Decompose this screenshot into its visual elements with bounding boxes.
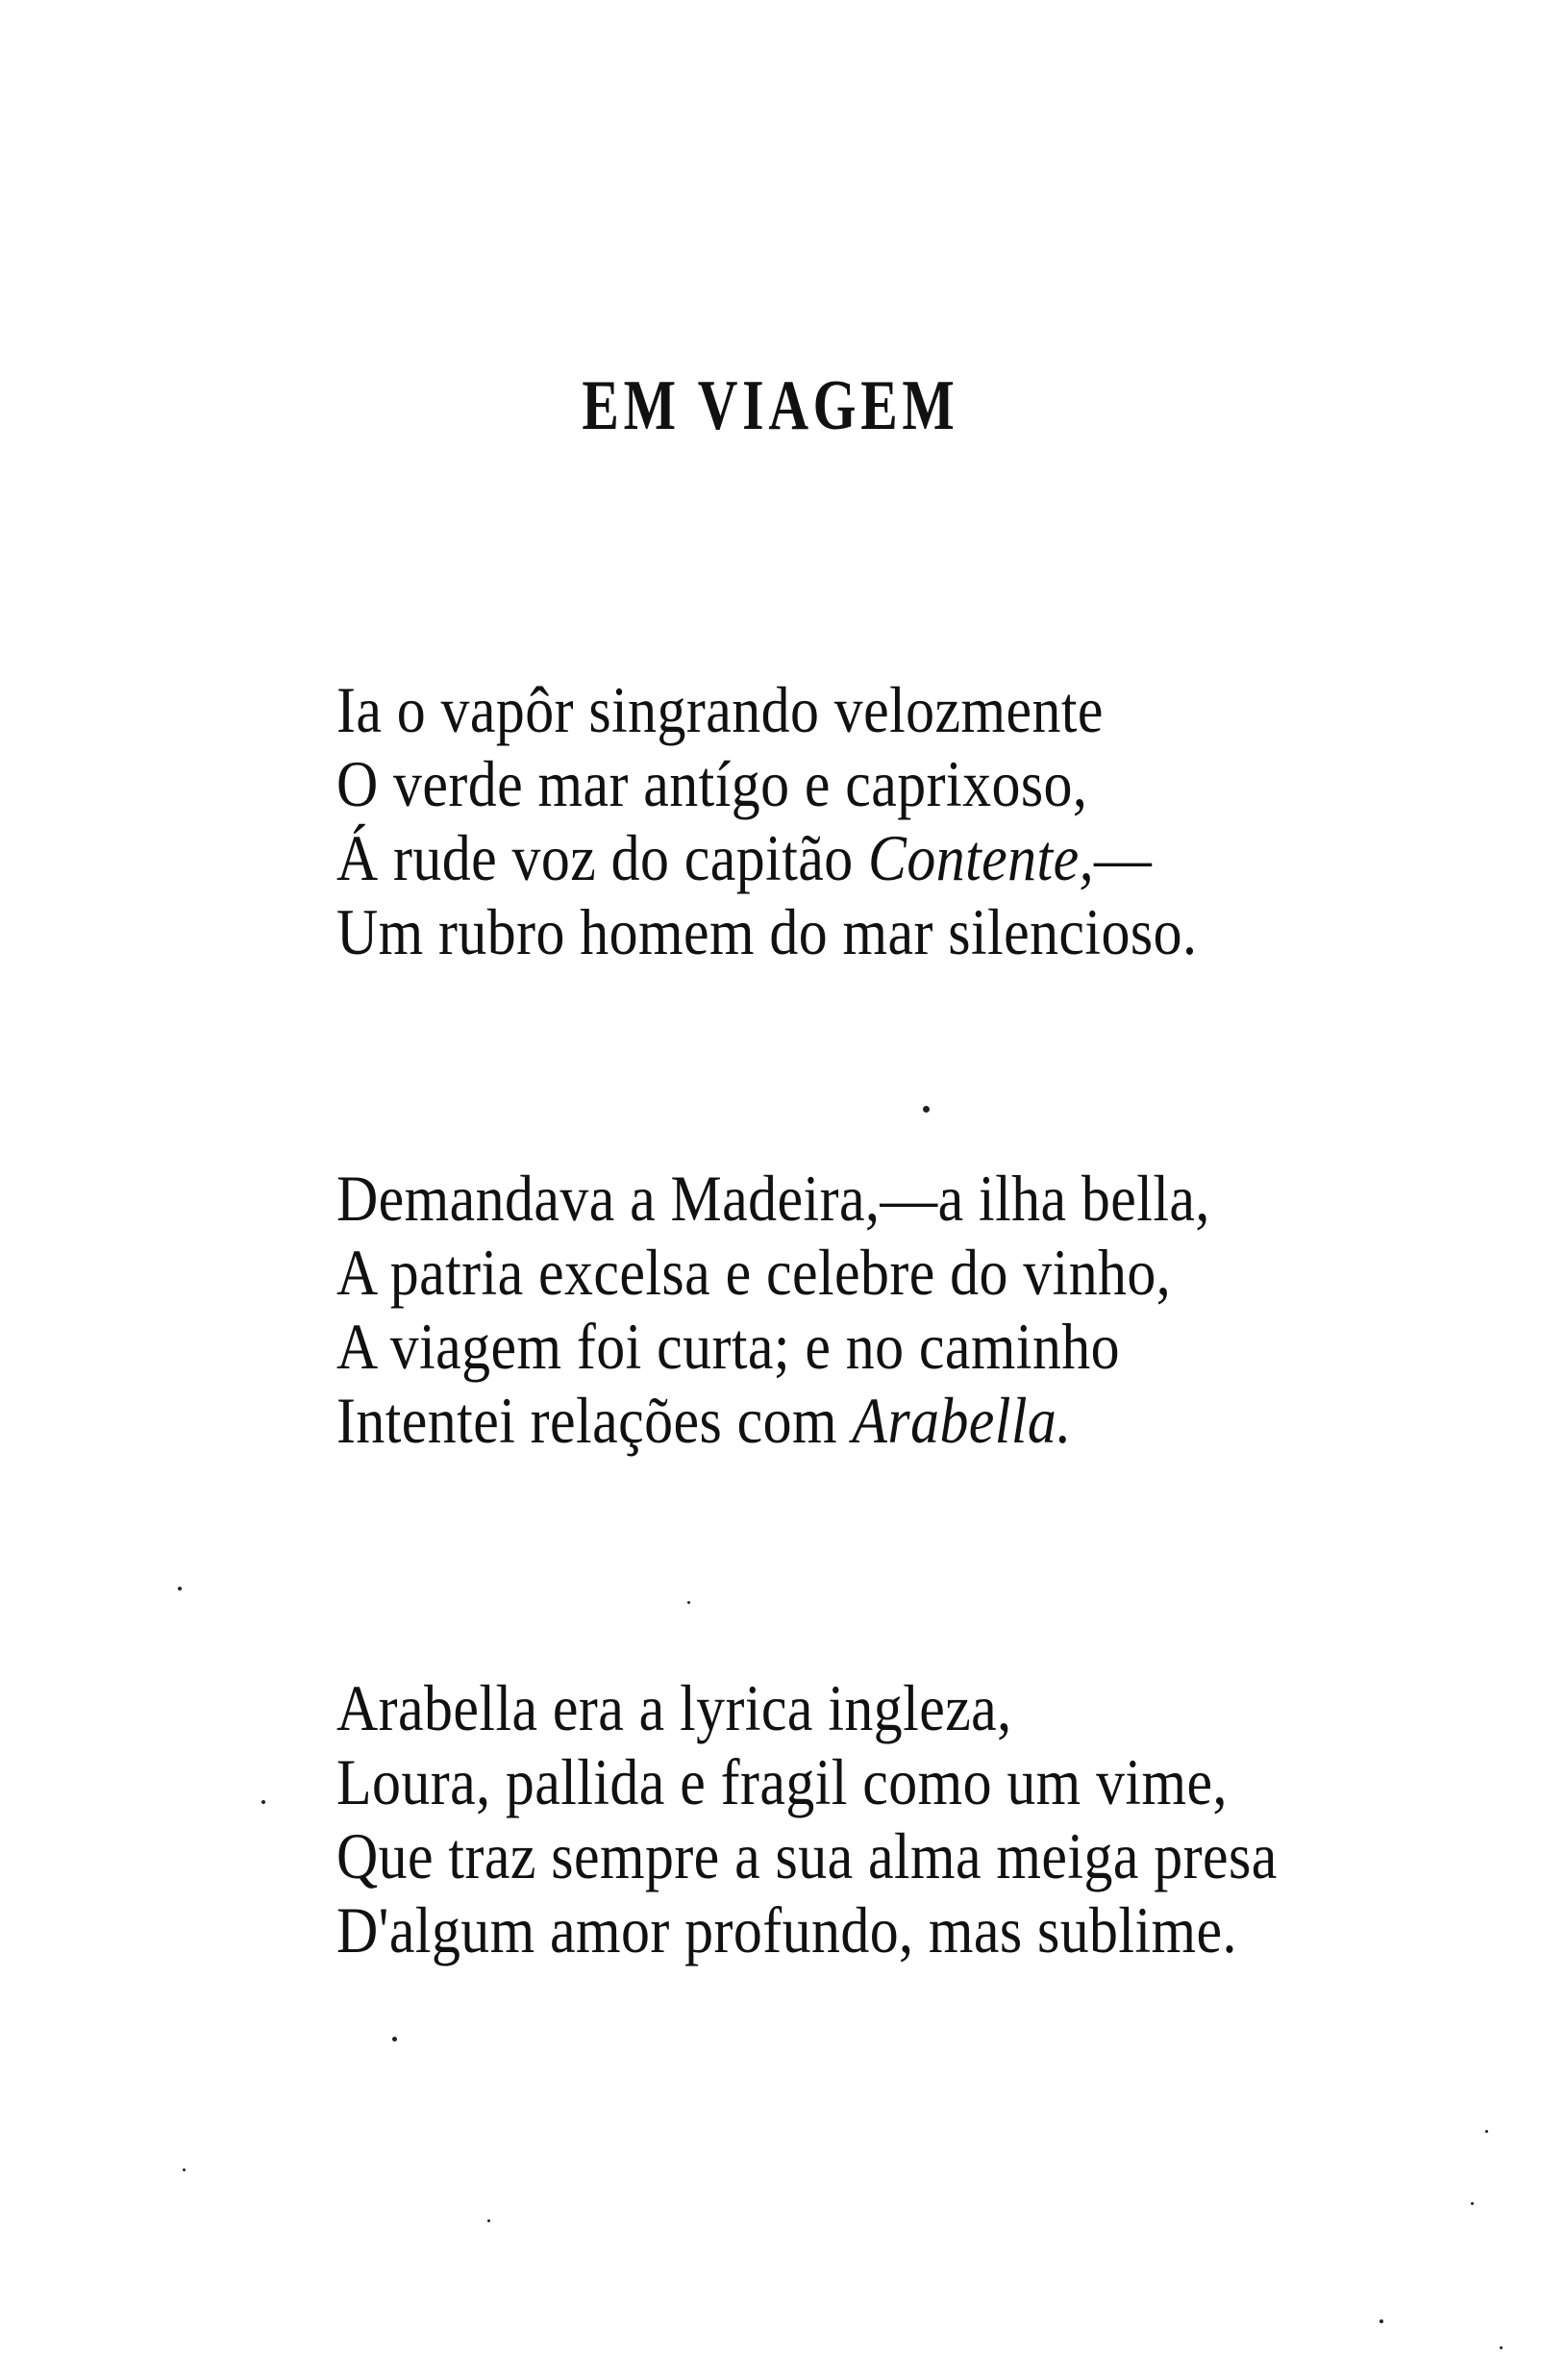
stanza-2 bbox=[336, 1162, 1394, 1458]
scan-speck bbox=[1471, 2202, 1474, 2205]
scan-speck bbox=[487, 2219, 490, 2222]
verse-line: Demandava a Madeira,—a ilha bella, bbox=[336, 1162, 1210, 1235]
scan-speck bbox=[687, 1601, 690, 1604]
verse-line: Á rude voz do capitão Contente,— bbox=[336, 821, 1153, 894]
verse-line: Intentei relações com Arabella. bbox=[336, 1384, 1072, 1457]
verse-line: O verde mar antígo e caprixoso, bbox=[336, 747, 1088, 820]
verse-line: Ia o vapôr singrando velozmente bbox=[336, 673, 1104, 746]
stanza-3 bbox=[336, 1671, 1394, 1967]
stanza-1 bbox=[336, 673, 1394, 969]
verse-line: A viagem foi curta; e no caminho bbox=[336, 1310, 1121, 1383]
scan-speck bbox=[1500, 2346, 1503, 2349]
verse-line: Um rubro homem do mar silencioso. bbox=[336, 895, 1198, 968]
verse-line: A patria excelsa e celebre do vinho, bbox=[336, 1236, 1172, 1309]
scan-speck bbox=[923, 1106, 930, 1113]
verse-line: D'algum amor profundo, mas sublime. bbox=[336, 1893, 1237, 1967]
poem-title: EM VIAGEM bbox=[582, 366, 959, 445]
italic-name: Arabella. bbox=[852, 1384, 1072, 1457]
scan-speck bbox=[1485, 2130, 1488, 2133]
italic-name: Contente, bbox=[868, 821, 1095, 894]
scan-speck bbox=[392, 2037, 397, 2042]
verse-line: Arabella era a lyrica ingleza, bbox=[336, 1671, 1012, 1744]
scan-speck bbox=[1379, 2319, 1383, 2323]
scan-speck bbox=[261, 1800, 265, 1804]
scan-speck bbox=[178, 1587, 182, 1591]
verse-line: Loura, pallida e fragil como um vime, bbox=[336, 1745, 1228, 1818]
verse-line: Que traz sempre a sua alma meiga presa bbox=[336, 1819, 1278, 1892]
scan-speck bbox=[183, 2168, 186, 2171]
